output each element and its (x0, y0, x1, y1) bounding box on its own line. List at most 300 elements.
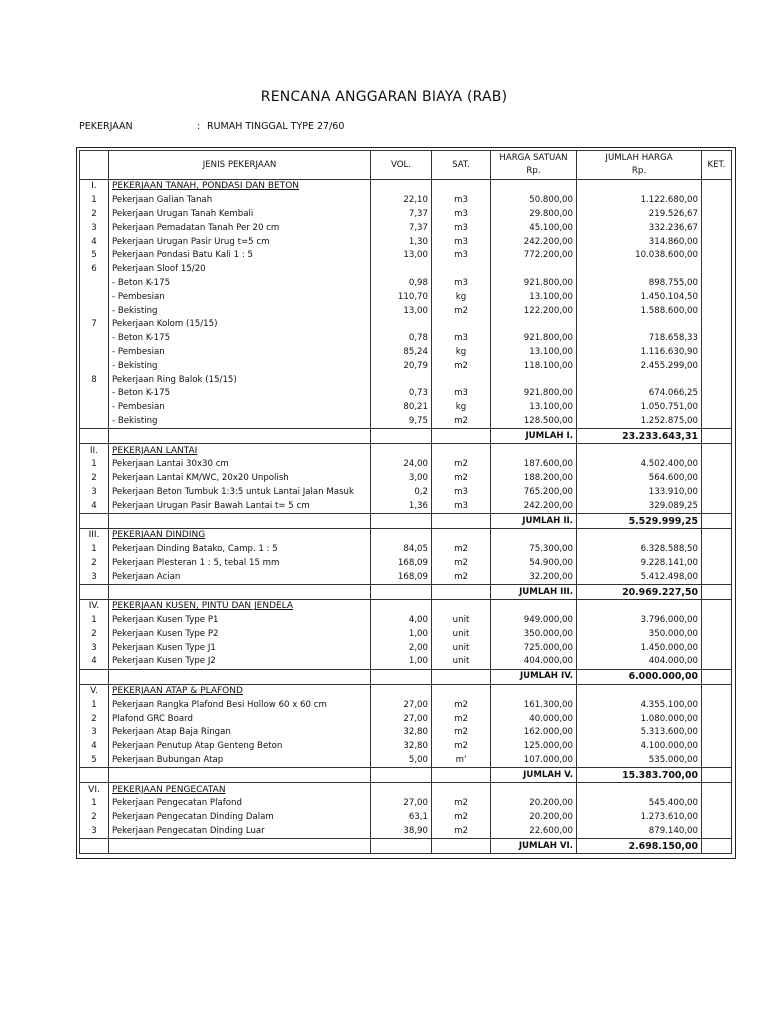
row-satuan: m3 (432, 221, 491, 235)
total-ket (702, 768, 732, 783)
row-keterangan (702, 290, 732, 304)
row-uraian: Pekerjaan Penutup Atap Genteng Beton (109, 740, 371, 754)
row-volume: 1,30 (371, 235, 432, 249)
row-volume: 84,05 (371, 543, 432, 557)
table-row (80, 726, 732, 740)
section-sat (432, 444, 491, 458)
document-title: RENCANA ANGGARAN BIAYA (RAB) (260, 89, 508, 105)
row-volume: 24,00 (371, 458, 432, 472)
row-uraian: - Pembesian (109, 290, 371, 304)
section-vol (371, 684, 432, 698)
row-volume (371, 373, 432, 387)
row-harga-satuan: 350.000,00 (491, 628, 577, 642)
row-harga-satuan: 75.300,00 (491, 543, 577, 557)
row-jumlah-harga: 350.000,00 (577, 628, 702, 642)
section-total-label: JUMLAH IV. (491, 669, 577, 684)
section-title: PEKERJAAN TANAH, PONDASI DAN BETON (109, 180, 371, 194)
row-number: 4 (80, 499, 109, 513)
row-satuan: kg (432, 290, 491, 304)
row-keterangan (702, 499, 732, 513)
section-header-row (80, 783, 732, 797)
row-volume: 63,1 (371, 811, 432, 825)
section-total-value: 23.233.643,31 (577, 429, 702, 444)
total-sat (432, 585, 491, 600)
row-number: 1 (80, 458, 109, 472)
row-number: 3 (80, 726, 109, 740)
total-uraian (109, 514, 371, 529)
table-row (80, 249, 732, 263)
row-harga-satuan: 188.200,00 (491, 472, 577, 486)
row-jumlah-harga: 219.526,67 (577, 208, 702, 222)
section-jumlah (577, 783, 702, 797)
section-total-label: JUMLAH II. (491, 514, 577, 529)
row-volume: 1,00 (371, 655, 432, 669)
row-harga-satuan: 921.800,00 (491, 277, 577, 291)
row-keterangan (702, 557, 732, 571)
section-jumlah (577, 528, 702, 542)
table-row (80, 277, 732, 291)
row-harga-satuan: 162.000,00 (491, 726, 577, 740)
row-volume: 0,78 (371, 332, 432, 346)
row-volume: 0,73 (371, 387, 432, 401)
row-keterangan (702, 387, 732, 401)
section-number: VI. (80, 783, 109, 797)
row-keterangan (702, 698, 732, 712)
row-number (80, 359, 109, 373)
row-keterangan (702, 614, 732, 628)
table-row (80, 304, 732, 318)
total-uraian (109, 429, 371, 444)
row-uraian: Pekerjaan Kusen Type P1 (109, 614, 371, 628)
section-sat (432, 180, 491, 194)
row-harga-satuan: 128.500,00 (491, 415, 577, 429)
row-satuan: m2 (432, 740, 491, 754)
row-satuan: m2 (432, 712, 491, 726)
row-number: 1 (80, 543, 109, 557)
row-jumlah-harga (577, 318, 702, 332)
section-total-row (80, 514, 732, 529)
total-vol (371, 585, 432, 600)
section-sat (432, 528, 491, 542)
total-sat (432, 669, 491, 684)
section-sat (432, 599, 491, 613)
row-number: 4 (80, 655, 109, 669)
row-volume: 0,98 (371, 277, 432, 291)
row-satuan: m2 (432, 726, 491, 740)
row-keterangan (702, 797, 732, 811)
total-sat (432, 514, 491, 529)
table-row (80, 346, 732, 360)
row-keterangan (702, 740, 732, 754)
section-header-row (80, 444, 732, 458)
section-number: IV. (80, 599, 109, 613)
section-title: PEKERJAAN LANTAI (109, 444, 371, 458)
project-separator: : (197, 121, 201, 132)
row-jumlah-harga: 879.140,00 (577, 825, 702, 839)
section-jumlah (577, 684, 702, 698)
section-vol (371, 528, 432, 542)
row-uraian: Pekerjaan Pengecatan Plafond (109, 797, 371, 811)
table-row (80, 557, 732, 571)
row-uraian: - Beton K-175 (109, 277, 371, 291)
row-volume: 20,79 (371, 359, 432, 373)
row-satuan: m2 (432, 797, 491, 811)
row-keterangan (702, 249, 732, 263)
section-title: PEKERJAAN DINDING (109, 528, 371, 542)
row-harga-satuan: 187.600,00 (491, 458, 577, 472)
section-ket (702, 783, 732, 797)
section-header-row (80, 528, 732, 542)
row-satuan (432, 373, 491, 387)
row-uraian: Pekerjaan Urugan Pasir Urug t=5 cm (109, 235, 371, 249)
total-uraian (109, 669, 371, 684)
row-satuan: unit (432, 641, 491, 655)
section-ket (702, 599, 732, 613)
table-row (80, 415, 732, 429)
total-no (80, 669, 109, 684)
row-keterangan (702, 194, 732, 208)
row-jumlah-harga: 6.328.588,50 (577, 543, 702, 557)
row-satuan: m3 (432, 499, 491, 513)
row-volume (371, 318, 432, 332)
row-number: 4 (80, 740, 109, 754)
row-jumlah-harga: 1.252.875,00 (577, 415, 702, 429)
row-jumlah-harga: 535.000,00 (577, 754, 702, 768)
table-row (80, 641, 732, 655)
total-no (80, 585, 109, 600)
table-row (80, 387, 732, 401)
table-row (80, 472, 732, 486)
row-number: 3 (80, 570, 109, 584)
row-keterangan (702, 726, 732, 740)
table-row (80, 499, 732, 513)
row-uraian: Pekerjaan Kusen Type J2 (109, 655, 371, 669)
row-harga-satuan: 161.300,00 (491, 698, 577, 712)
table-row (80, 401, 732, 415)
section-harga (491, 783, 577, 797)
section-header-row (80, 599, 732, 613)
section-sat (432, 783, 491, 797)
row-uraian: - Beton K-175 (109, 332, 371, 346)
row-satuan: m2 (432, 557, 491, 571)
total-no (80, 839, 109, 854)
section-total-value: 6.000.000,00 (577, 669, 702, 684)
row-keterangan (702, 263, 732, 277)
row-satuan: m' (432, 754, 491, 768)
row-satuan (432, 263, 491, 277)
row-satuan: m2 (432, 698, 491, 712)
row-volume: 32,80 (371, 740, 432, 754)
row-keterangan (702, 401, 732, 415)
row-number: 4 (80, 235, 109, 249)
row-satuan: m3 (432, 235, 491, 249)
row-volume: 13,00 (371, 304, 432, 318)
section-total-value: 20.969.227,50 (577, 585, 702, 600)
row-uraian: Pekerjaan Urugan Tanah Kembali (109, 208, 371, 222)
table-row (80, 754, 732, 768)
header-jumlah-line2: Rp. (631, 166, 647, 176)
section-header-row (80, 684, 732, 698)
row-number: 2 (80, 712, 109, 726)
row-jumlah-harga (577, 263, 702, 277)
row-number: 2 (80, 811, 109, 825)
row-number: 8 (80, 373, 109, 387)
row-uraian: Pekerjaan Kolom (15/15) (109, 318, 371, 332)
section-number: V. (80, 684, 109, 698)
section-total-row (80, 839, 732, 854)
row-satuan: m2 (432, 359, 491, 373)
section-vol (371, 599, 432, 613)
row-satuan: kg (432, 346, 491, 360)
section-ket (702, 444, 732, 458)
row-volume: 110,70 (371, 290, 432, 304)
row-number: 3 (80, 221, 109, 235)
row-number: 1 (80, 698, 109, 712)
section-number: II. (80, 444, 109, 458)
row-keterangan (702, 655, 732, 669)
total-sat (432, 429, 491, 444)
row-keterangan (702, 277, 732, 291)
row-uraian: Pekerjaan Atap Baja Ringan (109, 726, 371, 740)
row-uraian: - Bekisting (109, 304, 371, 318)
table-row (80, 194, 732, 208)
section-ket (702, 528, 732, 542)
row-harga-satuan: 32.200,00 (491, 570, 577, 584)
row-harga-satuan: 772.200,00 (491, 249, 577, 263)
table-row (80, 373, 732, 387)
section-number: I. (80, 180, 109, 194)
row-keterangan (702, 332, 732, 346)
row-harga-satuan: 242.200,00 (491, 499, 577, 513)
row-uraian: Pekerjaan Rangka Plafond Besi Hollow 60 x 60 cm (109, 698, 371, 712)
row-harga-satuan: 404.000,00 (491, 655, 577, 669)
row-keterangan (702, 712, 732, 726)
row-harga-satuan: 40.000,00 (491, 712, 577, 726)
row-volume: 27,00 (371, 797, 432, 811)
table-header-row (80, 151, 732, 180)
row-number: 5 (80, 754, 109, 768)
row-uraian: Pekerjaan Dinding Batako, Camp. 1 : 5 (109, 543, 371, 557)
row-volume: 168,09 (371, 557, 432, 571)
row-satuan: unit (432, 614, 491, 628)
row-harga-satuan: 29.800,00 (491, 208, 577, 222)
row-harga-satuan: 921.800,00 (491, 387, 577, 401)
row-uraian: Pekerjaan Galian Tanah (109, 194, 371, 208)
row-number (80, 290, 109, 304)
row-satuan: m2 (432, 811, 491, 825)
row-satuan: m3 (432, 208, 491, 222)
total-sat (432, 839, 491, 854)
table-row (80, 825, 732, 839)
row-harga-satuan: 125.000,00 (491, 740, 577, 754)
section-title: PEKERJAAN PENGECATAN (109, 783, 371, 797)
row-satuan: m2 (432, 304, 491, 318)
row-harga-satuan: 118.100,00 (491, 359, 577, 373)
row-satuan: m3 (432, 387, 491, 401)
row-harga-satuan: 22.600,00 (491, 825, 577, 839)
row-number: 7 (80, 318, 109, 332)
row-jumlah-harga (577, 373, 702, 387)
table-row (80, 655, 732, 669)
row-harga-satuan: 54.900,00 (491, 557, 577, 571)
row-volume: 13,00 (371, 249, 432, 263)
row-keterangan (702, 373, 732, 387)
row-volume: 2,00 (371, 641, 432, 655)
row-keterangan (702, 754, 732, 768)
table-row (80, 221, 732, 235)
row-volume: 3,00 (371, 472, 432, 486)
total-ket (702, 514, 732, 529)
row-number: 2 (80, 557, 109, 571)
total-ket (702, 429, 732, 444)
section-title: PEKERJAAN ATAP & PLAFOND (109, 684, 371, 698)
row-number (80, 304, 109, 318)
row-uraian: - Bekisting (109, 415, 371, 429)
section-total-row (80, 768, 732, 783)
row-satuan (432, 318, 491, 332)
row-satuan: unit (432, 628, 491, 642)
project-info (79, 121, 345, 132)
row-keterangan (702, 304, 732, 318)
row-volume: 27,00 (371, 712, 432, 726)
row-keterangan (702, 318, 732, 332)
section-total-value: 15.383.700,00 (577, 768, 702, 783)
rab-table (79, 150, 732, 854)
row-jumlah-harga: 545.400,00 (577, 797, 702, 811)
row-number: 2 (80, 472, 109, 486)
section-vol (371, 444, 432, 458)
row-keterangan (702, 825, 732, 839)
row-uraian: Pekerjaan Ring Balok (15/15) (109, 373, 371, 387)
row-uraian: Pekerjaan Pengecatan Dinding Luar (109, 825, 371, 839)
section-total-value: 2.698.150,00 (577, 839, 702, 854)
row-jumlah-harga: 332.236,67 (577, 221, 702, 235)
row-volume: 168,09 (371, 570, 432, 584)
row-number: 1 (80, 194, 109, 208)
row-number: 6 (80, 263, 109, 277)
section-total-label: JUMLAH VI. (491, 839, 577, 854)
section-ket (702, 180, 732, 194)
row-keterangan (702, 359, 732, 373)
row-satuan: m2 (432, 825, 491, 839)
row-volume: 85,24 (371, 346, 432, 360)
row-satuan: m2 (432, 570, 491, 584)
row-jumlah-harga: 718.658,33 (577, 332, 702, 346)
header-jenis: JENIS PEKERJAAN (109, 151, 371, 180)
row-satuan: m3 (432, 194, 491, 208)
row-keterangan (702, 641, 732, 655)
header-no (80, 151, 109, 180)
row-jumlah-harga: 1.273.610,00 (577, 811, 702, 825)
total-no (80, 768, 109, 783)
row-uraian: Pekerjaan Lantai KM/WC, 20x20 Unpolish (109, 472, 371, 486)
row-volume: 9,75 (371, 415, 432, 429)
row-keterangan (702, 472, 732, 486)
row-number: 2 (80, 208, 109, 222)
section-total-value: 5.529.999,25 (577, 514, 702, 529)
row-satuan: kg (432, 401, 491, 415)
row-jumlah-harga: 4.100.000,00 (577, 740, 702, 754)
row-satuan: m2 (432, 543, 491, 557)
section-total-row (80, 585, 732, 600)
row-jumlah-harga: 4.502.400,00 (577, 458, 702, 472)
row-keterangan (702, 543, 732, 557)
row-uraian: - Pembesian (109, 346, 371, 360)
row-harga-satuan: 20.200,00 (491, 811, 577, 825)
section-total-row (80, 429, 732, 444)
row-jumlah-harga: 1.450.000,00 (577, 641, 702, 655)
section-harga (491, 528, 577, 542)
section-total-row (80, 669, 732, 684)
row-uraian: Pekerjaan Pondasi Batu Kali 1 : 5 (109, 249, 371, 263)
table-row (80, 458, 732, 472)
row-harga-satuan: 725.000,00 (491, 641, 577, 655)
row-keterangan (702, 486, 732, 500)
total-no (80, 429, 109, 444)
row-satuan: m3 (432, 277, 491, 291)
row-number: 2 (80, 628, 109, 642)
row-harga-satuan: 765.200,00 (491, 486, 577, 500)
total-sat (432, 768, 491, 783)
row-jumlah-harga: 9.228.141,00 (577, 557, 702, 571)
row-keterangan (702, 415, 732, 429)
row-uraian: Pekerjaan Urugan Pasir Bawah Lantai t= 5 cm (109, 499, 371, 513)
table-row (80, 263, 732, 277)
total-no (80, 514, 109, 529)
table-row (80, 235, 732, 249)
row-harga-satuan: 921.800,00 (491, 332, 577, 346)
section-ket (702, 684, 732, 698)
row-keterangan (702, 346, 732, 360)
header-harga (491, 151, 577, 180)
row-uraian: Pekerjaan Acian (109, 570, 371, 584)
total-vol (371, 839, 432, 854)
row-keterangan (702, 811, 732, 825)
row-jumlah-harga: 1.122.680,00 (577, 194, 702, 208)
row-satuan: unit (432, 655, 491, 669)
row-number (80, 401, 109, 415)
row-keterangan (702, 221, 732, 235)
total-vol (371, 669, 432, 684)
section-title: PEKERJAAN KUSEN, PINTU DAN JENDELA (109, 599, 371, 613)
total-uraian (109, 768, 371, 783)
row-uraian: Pekerjaan Pemadatan Tanah Per 20 cm (109, 221, 371, 235)
row-volume: 0,2 (371, 486, 432, 500)
section-vol (371, 180, 432, 194)
section-harga (491, 599, 577, 613)
row-uraian: Pekerjaan Plesteran 1 : 5, tebal 15 mm (109, 557, 371, 571)
header-harga-line2: Rp. (526, 166, 541, 176)
row-jumlah-harga: 10.038.600,00 (577, 249, 702, 263)
row-satuan: m2 (432, 458, 491, 472)
row-jumlah-harga: 1.116.630,90 (577, 346, 702, 360)
row-jumlah-harga: 404.000,00 (577, 655, 702, 669)
header-vol: VOL. (371, 151, 432, 180)
section-harga (491, 180, 577, 194)
row-volume (371, 263, 432, 277)
header-harga-line1: HARGA SATUAN (499, 153, 568, 163)
row-uraian: Pekerjaan Pengecatan Dinding Dalam (109, 811, 371, 825)
header-jumlah (577, 151, 702, 180)
row-uraian: - Bekisting (109, 359, 371, 373)
row-satuan: m2 (432, 472, 491, 486)
row-satuan: m3 (432, 486, 491, 500)
row-number: 5 (80, 249, 109, 263)
row-number: 3 (80, 825, 109, 839)
row-harga-satuan: 949.000,00 (491, 614, 577, 628)
section-jumlah (577, 599, 702, 613)
section-number: III. (80, 528, 109, 542)
